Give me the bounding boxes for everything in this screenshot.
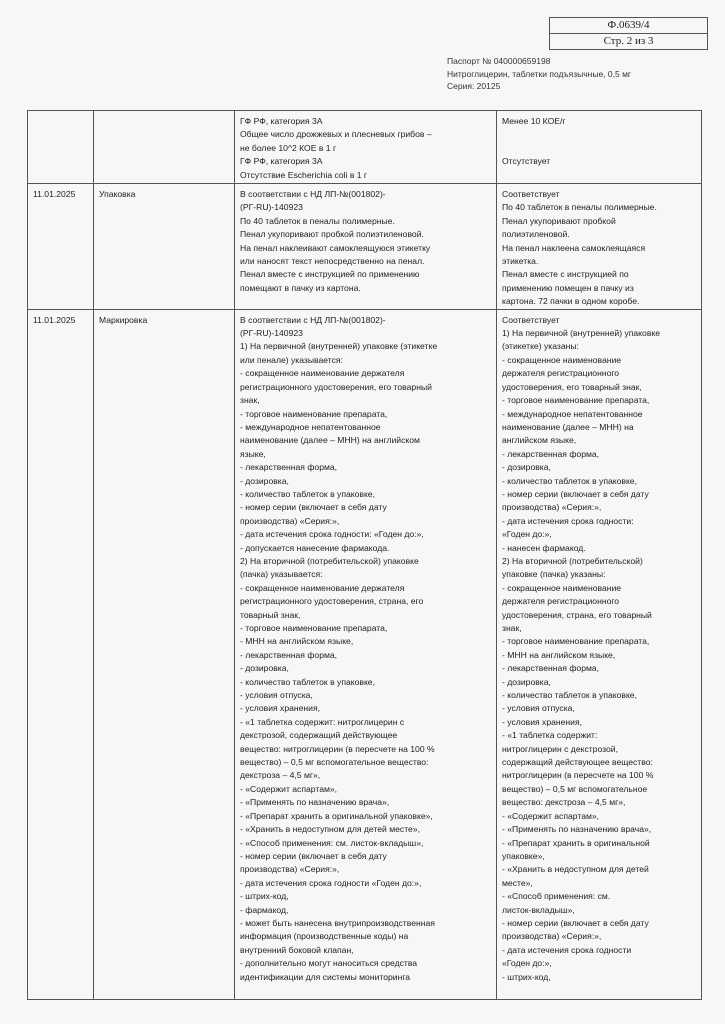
requirement-line: производства) «Серия:»,: [240, 515, 340, 526]
result-line: вещество) – 0,5 мг вспомогательное: [502, 783, 648, 794]
requirement-line: товарный знак,: [240, 609, 301, 620]
requirement-line: - дозировка,: [240, 475, 289, 486]
requirement-line: - сокращенное наименование держателя: [240, 368, 405, 379]
result-line: - МНН на английском языке,: [502, 649, 616, 660]
result-line: - нанесен фармакод.: [502, 542, 586, 553]
result-line: - торговое наименование препарата,: [502, 636, 650, 647]
result-line: - «Способ применения: см.: [502, 891, 611, 902]
requirement-line: - номер серии (включает в себя дату: [240, 502, 387, 513]
requirement-line: или пенале) указывается:: [240, 354, 343, 365]
result-line: упаковке»,: [502, 850, 545, 861]
cell-test: [94, 184, 235, 310]
requirement-line: (РГ-RU)-140923: [240, 328, 303, 339]
requirement-line: - торговое наименование препарата,: [240, 408, 388, 419]
requirement-line: вещество) – 0,5 мг вспомогательное вещество:: [240, 757, 429, 768]
test-text: Маркировка: [99, 314, 148, 325]
result-line: нитроглицерин (в пересчете на 100 %: [502, 770, 654, 781]
cell-result: [497, 309, 702, 999]
result-line: Соответствует: [502, 189, 560, 199]
requirement-line: - дополнительно могут наноситься средства: [240, 958, 418, 969]
result-line: - штрих-код,: [502, 971, 551, 982]
result-line: - «Хранить в недоступном для детей: [502, 864, 649, 875]
result-line: английском языке,: [502, 435, 577, 446]
result-line: - количество таблеток в упаковке,: [502, 690, 637, 701]
series-number: Серия: 20125: [447, 81, 501, 91]
table-row: [28, 111, 702, 184]
requirement-line: Общее число дрожжевых и плесневых грибов –: [240, 129, 432, 140]
cell-date: [28, 111, 94, 184]
page-number: Стр. 2 из 3: [550, 33, 707, 49]
date-text: 11.01.2025: [33, 314, 76, 325]
requirement-line: информация (производственные коды) на: [240, 931, 409, 942]
result-line: Отсутствует: [502, 156, 551, 167]
requirement-line: - «Препарат хранить в оригинальной упаковке»,: [240, 810, 433, 821]
cell-result: [497, 184, 702, 310]
result-line: Пенал вместе с инструкцией по: [502, 269, 629, 280]
requirement-line: В соответствии с НД ЛП-№(001802)-: [240, 314, 386, 325]
requirement-line: 1) На первичной (внутренней) упаковке (этикетке: [240, 341, 438, 352]
requirement-line: - фармакод,: [240, 904, 289, 915]
requirement-line: В соответствии с НД ЛП-№(001802)-: [240, 189, 386, 199]
result-line: держателя регистрационного: [502, 368, 620, 379]
requirement-line: На пенал наклеивают самоклеящуюся этикетку: [240, 242, 431, 253]
table-row: [28, 309, 702, 999]
requirement-line: или наносят текст непосредственно на пенал.: [240, 256, 425, 267]
requirement-line: помещают в пачку из картона.: [240, 282, 361, 293]
requirement-line: декстрозой, содержащий действующее: [240, 730, 398, 741]
result-line: - сокращенное наименование: [502, 582, 622, 593]
requirement-line: - «Способ применения: см. листок-вкладыш»,: [240, 837, 424, 848]
analysis-table: [27, 110, 702, 1000]
requirement-line: - количество таблеток в упаковке,: [240, 676, 375, 687]
requirement-line: - МНН на английском языке,: [240, 636, 354, 647]
requirement-line: вещество: нитроглицерин (в пересчете на 100 %: [240, 743, 435, 754]
result-line: упаковке (пачка) указаны:: [502, 569, 606, 580]
product-name: Нитроглицерин, таблетки подъязычные, 0,5 мг: [447, 68, 632, 79]
form-code-box: [549, 17, 708, 50]
result-line: месте»,: [502, 877, 533, 888]
cell-date: [28, 309, 94, 999]
requirement-line: - условия хранения,: [240, 703, 321, 714]
requirement-line: внутренний боковой клапан,: [240, 944, 354, 955]
requirement-line: - допускается нанесение фармакода.: [240, 542, 390, 553]
requirement-line: По 40 таблеток в пеналы полимерные.: [240, 215, 395, 226]
requirement-line: - «Содержит аспартам»,: [240, 783, 338, 794]
requirement-line: не более 10^2 КОЕ в 1 г: [240, 142, 337, 153]
result-line: - лекарственная форма,: [502, 448, 600, 459]
requirement-line: Пенал укупоривают пробкой полиэтиленовой.: [240, 229, 424, 240]
passport-number: Паспорт № 040000659198: [447, 56, 551, 66]
cell-requirement: [235, 184, 497, 310]
result-line: - номер серии (включает в себя дату: [502, 488, 649, 499]
result-line: (этикетке) указаны:: [502, 341, 579, 352]
result-line: - дата истечения срока годности:: [502, 515, 634, 526]
date-text: 11.01.2025: [33, 189, 76, 199]
result-line: этикетка.: [502, 256, 539, 267]
requirement-line: - «1 таблетка содержит: нитроглицерин с: [240, 716, 405, 727]
requirement-line: - лекарственная форма,: [240, 462, 338, 473]
result-line: производства) «Серия:»,: [502, 502, 602, 513]
analysis-table-body: [28, 111, 702, 1000]
requirement-line: ГФ РФ, категория 3А: [240, 116, 323, 126]
requirement-line: - сокращенное наименование держателя: [240, 582, 405, 593]
result-line: полиэтиленовой.: [502, 229, 570, 240]
result-line: - международное непатентованное: [502, 408, 643, 419]
result-line: «Годен до:»,: [502, 958, 552, 969]
result-line: [502, 142, 697, 155]
result-line: 1) На первичной (внутренней) упаковке: [502, 328, 661, 339]
result-line: удостоверения, его товарный знак,: [502, 381, 642, 392]
requirement-line: Пенал вместе с инструкцией по применению: [240, 269, 420, 280]
result-line: удостоверения, страна, его товарный: [502, 609, 652, 620]
cell-requirement: [235, 309, 497, 999]
result-line: По 40 таблеток в пеналы полимерные.: [502, 202, 657, 213]
result-line: - дата истечения срока годности: [502, 944, 632, 955]
result-line: держателя регистрационного: [502, 596, 620, 607]
form-code: Ф.0639/4: [607, 19, 650, 31]
requirement-line: регистрационного удостоверения, страна, его: [240, 596, 424, 607]
requirement-line: (РГ-RU)-140923: [240, 202, 303, 213]
result-line: - «1 таблетка содержит:: [502, 730, 598, 741]
result-line: - условия отпуска,: [502, 703, 575, 714]
result-line: наименование (далее – МНН) на: [502, 421, 634, 432]
result-line: картона. 72 пачки в одном коробе.: [502, 296, 640, 307]
result-line: [502, 128, 697, 141]
requirement-line: - международное непатентованное: [240, 421, 381, 432]
result-line: листок-вкладыш»,: [502, 904, 575, 915]
requirement-line: производства) «Серия:»,: [240, 864, 340, 875]
result-line: 2) На вторичной (потребительской): [502, 555, 643, 566]
requirement-line: идентификации для системы мониторинга: [240, 971, 411, 982]
result-line: знак,: [502, 623, 522, 633]
cell-result: [497, 111, 702, 184]
cell-date: [28, 184, 94, 310]
result-line: - номер серии (включает в себя дату: [502, 917, 649, 928]
requirement-line: - дозировка,: [240, 663, 289, 674]
cell-requirement: [235, 111, 497, 184]
result-line: - дозировка,: [502, 676, 551, 687]
requirement-line: - торговое наименование препарата,: [240, 623, 388, 633]
result-line: - условия хранения,: [502, 716, 583, 727]
requirement-line: языке,: [240, 448, 266, 459]
result-line: - торговое наименование препарата,: [502, 395, 650, 406]
result-line: применению помещен в пачку из: [502, 282, 634, 293]
result-line: вещество: декстроза – 4,5 мг»,: [502, 797, 626, 808]
result-line: производства) «Серия:»,: [502, 931, 602, 942]
requirement-line: знак,: [240, 395, 260, 406]
requirement-line: 2) На вторичной (потребительской) упаковке: [240, 555, 419, 566]
requirement-line: регистрационного удостоверения, его товарный: [240, 381, 432, 392]
requirement-line: - «Применять по назначению врача»,: [240, 797, 390, 808]
requirement-line: наименование (далее – МНН) на английском: [240, 435, 420, 446]
requirement-line: - номер серии (включает в себя дату: [240, 850, 387, 861]
passport-header: [447, 55, 631, 93]
requirement-line: - условия отпуска,: [240, 690, 313, 701]
test-text: Упаковка: [99, 189, 136, 199]
requirement-line: - дата истечения срока годности: «Годен до:»,: [240, 529, 424, 540]
result-line: - дозировка,: [502, 462, 551, 473]
result-line: На пенал наклеена самоклеящаяся: [502, 242, 646, 253]
requirement-line: - может быть нанесена внутрипроизводственная: [240, 917, 435, 928]
requirement-line: Отсутствие Escherichia coli в 1 г: [240, 169, 368, 180]
requirement-line: - «Хранить в недоступном для детей месте»,: [240, 824, 421, 835]
cell-test: [94, 309, 235, 999]
result-line: «Годен до:»,: [502, 529, 552, 540]
result-line: - сокращенное наименование: [502, 354, 622, 365]
result-line: - «Применять по назначению врача»,: [502, 824, 652, 835]
result-line: нитроглицерин с декстрозой,: [502, 743, 618, 754]
requirement-line: - дата истечения срока годности «Годен до:»,: [240, 877, 422, 888]
requirement-line: - штрих-код,: [240, 891, 289, 902]
result-line: содержащий действующее вещество:: [502, 757, 653, 768]
requirement-line: - количество таблеток в упаковке,: [240, 488, 375, 499]
result-line: Пенал укупоривают пробкой: [502, 215, 616, 226]
result-line: - «Содержит аспартам»,: [502, 810, 600, 821]
cell-test: [94, 111, 235, 184]
requirement-line: - лекарственная форма,: [240, 649, 338, 660]
result-line: Соответствует: [502, 314, 560, 325]
result-line: - лекарственная форма,: [502, 663, 600, 674]
requirement-line: декстроза – 4,5 мг»,: [240, 770, 321, 781]
table-row: [28, 184, 702, 310]
requirement-line: (пачка) указывается:: [240, 569, 323, 580]
result-line: Менее 10 КОЕ/г: [502, 116, 566, 126]
requirement-line: ГФ РФ, категория 3А: [240, 156, 323, 167]
result-line: - «Препарат хранить в оригинальной: [502, 837, 650, 848]
result-line: - количество таблеток в упаковке,: [502, 475, 637, 486]
